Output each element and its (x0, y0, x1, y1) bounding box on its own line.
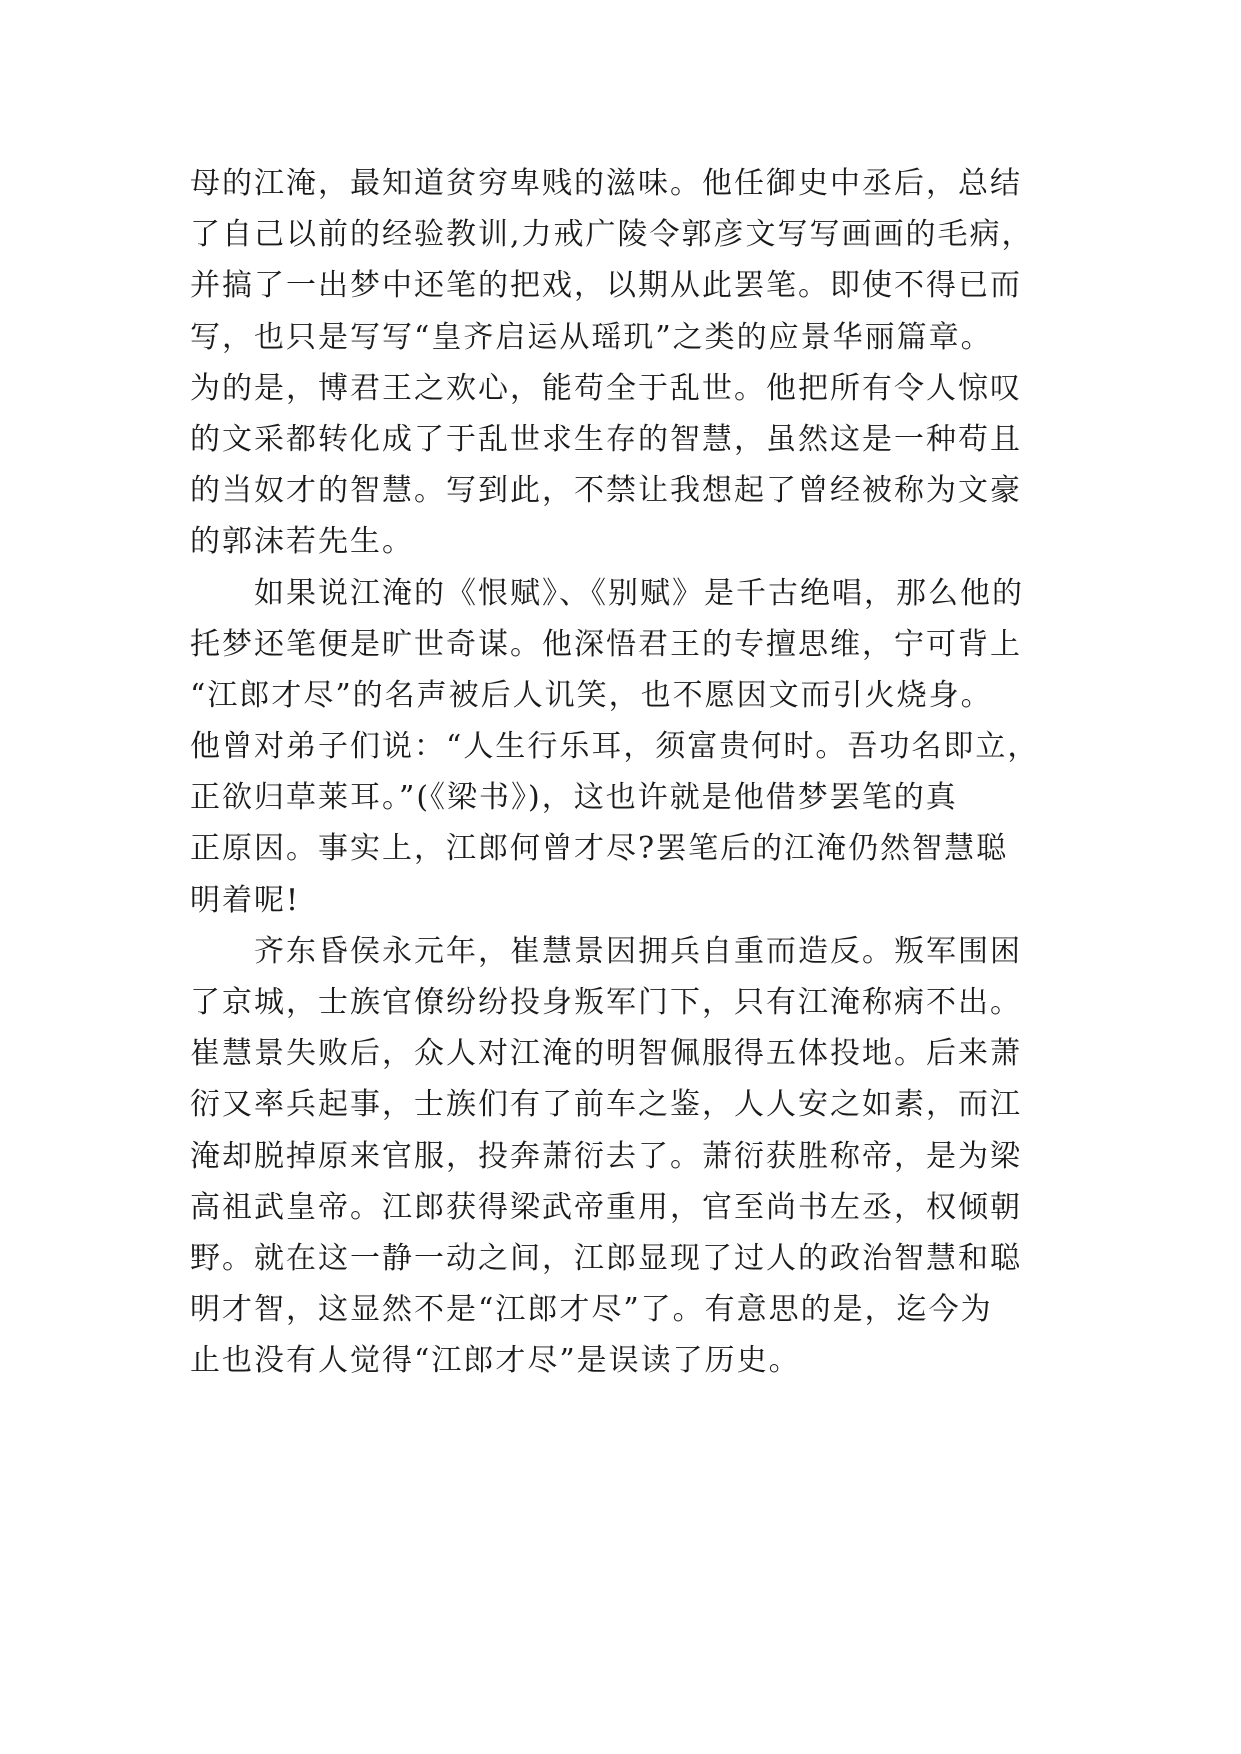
text-line: 高祖武皇帝。江郎获得梁武帝重用，官至尚书左丞，权倾朝 (190, 1189, 1022, 1225)
text-line: 母的江淹，最知道贫穷卑贱的滋味。他任御史中丞后，总结 (190, 166, 1022, 201)
text-line: “江郎才尽”的名声被后人讥笑，也不愿因文而引火烧身。 (190, 677, 993, 713)
text-line: 为的是，博君王之欢心，能苟全于乱世。他把所有令人惊叹 (190, 370, 1022, 406)
text-line: 如果说江淹的《恨赋》、《别赋》是千古绝唱，那么他的 (190, 575, 1024, 611)
text-line: 的当奴才的智慧。写到此，不禁让我想起了曾经被称为文豪 (190, 473, 1022, 509)
text-line: 了自己以前的经验教训,力戒广陵令郭彦文写写画画的毛病， (190, 217, 1034, 253)
text-line: 写，也只是写写“皇齐启运从瑶玑”之类的应景华丽篇章。 (190, 319, 993, 355)
text-line: 野。就在这一静一动之间，江郎显现了过人的政治智慧和聪 (190, 1240, 1022, 1276)
text-line: 他曾对弟子们说：“人生行乐耳，须富贵何时。吾功名即立， (190, 729, 1040, 765)
text-line: 托梦还笔便是旷世奇谋。他深悟君王的专擅思维，宁可背上 (190, 626, 1022, 662)
text-line: 崔慧景失败后，众人对江淹的明智佩服得五体投地。后来萧 (190, 1036, 1022, 1072)
text-line: 明才智，这显然不是“江郎才尽”了。有意思的是，迄今为 (190, 1292, 993, 1328)
text-line: 并搞了一出梦中还笔的把戏，以期从此罢笔。即使不得已而 (190, 268, 1022, 304)
text-line: 的文采都转化成了于乱世求生存的智慧，虽然这是一种苟且 (190, 421, 1022, 457)
text-line: 衍又率兵起事，士族们有了前车之鉴，人人安之如素，而江 (190, 1087, 1022, 1123)
body-text (190, 158, 1090, 1387)
text-line: 明着呢! (190, 882, 301, 918)
text-line: 正原因。事实上，江郎何曾才尽?罢笔后的江淹仍然智慧聪 (190, 831, 1009, 867)
text-line: 正欲归草莱耳。”(《梁书》)，这也许就是他借梦罢笔的真 (190, 780, 958, 816)
text-line: 的郭沫若先生。 (190, 524, 414, 560)
text-line: 齐东昏侯永元年，崔慧景因拥兵自重而造反。叛军围困 (190, 933, 1022, 969)
text-line: 淹却脱掉原来官服，投奔萧衍去了。萧衍获胜称帝，是为梁 (190, 1138, 1022, 1174)
text-line: 止也没有人觉得“江郎才尽”是误读了历史。 (190, 1343, 801, 1379)
text-line: 了京城，士族官僚纷纷投身叛军门下，只有江淹称病不出。 (190, 985, 1022, 1020)
